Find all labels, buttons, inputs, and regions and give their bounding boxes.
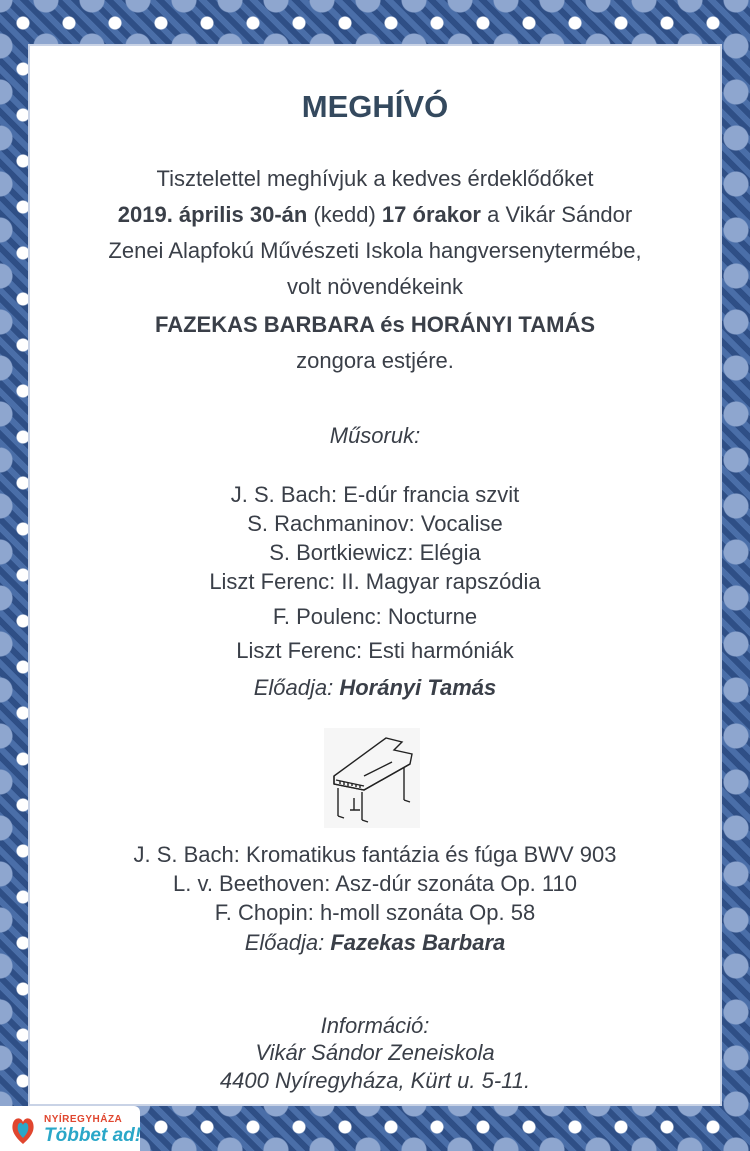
date-line [0, 200, 750, 230]
program-item: L. v. Beethoven: Asz-dúr szonáta Op. 110 [173, 871, 577, 896]
info-label: Információ: [320, 1013, 430, 1038]
piano-illustration [324, 728, 420, 828]
program-item: Liszt Ferenc: II. Magyar rapszódia [209, 569, 541, 594]
place-line: Zenei Alapfokú Művészeti Iskola hangversenytermébe, [108, 238, 642, 263]
info-address: 4400 Nyíregyháza, Kürt u. 5-11. [219, 1068, 531, 1093]
program-item: F. Chopin: h-moll szonáta Op. 58 [214, 900, 536, 925]
intro-line: Tisztelettel meghívjuk a kedves érdeklődőket [156, 166, 594, 191]
info-school: Vikár Sándor Zeneiskola [255, 1040, 495, 1065]
performer-label: Előadja: [244, 930, 331, 955]
city-logo [0, 1106, 140, 1151]
performer-name: Horányi Tamás [339, 675, 497, 700]
logo-city-name: NYÍREGYHÁZA [44, 1114, 123, 1125]
program-item: Liszt Ferenc: Esti harmóniák [236, 638, 514, 663]
program-item: J. S. Bach: Kromatikus fantázia és fúga BWV 903 [133, 842, 617, 867]
piano-icon [324, 728, 420, 828]
event-place: a Vikár Sándor [480, 202, 633, 227]
program-item: S. Bortkiewicz: Elégia [269, 540, 481, 565]
performer-line-1 [0, 673, 750, 703]
event-date: 2019. április 30-án [117, 202, 308, 227]
event-time: 17 órakor [381, 202, 481, 227]
performers-line: FAZEKAS BARBARA és HORÁNYI TAMÁS [154, 312, 596, 337]
heart-logo-icon [10, 1112, 36, 1146]
performer-line-2 [0, 928, 750, 958]
page-title: MEGHÍVÓ [301, 89, 449, 124]
logo-slogan: Többet ad! [44, 1125, 142, 1146]
performer-label: Előadja: [253, 675, 340, 700]
students-line: volt növendékeink [286, 274, 464, 299]
program-item: F. Poulenc: Nocturne [272, 604, 478, 629]
event-day: (kedd) [307, 202, 382, 227]
event-line: zongora estjére. [296, 348, 454, 373]
program-item: J. S. Bach: E-dúr francia szvit [230, 482, 520, 507]
program-heading: Műsoruk: [329, 423, 421, 448]
performer-name: Fazekas Barbara [330, 930, 506, 955]
program-item: S. Rachmaninov: Vocalise [247, 511, 503, 536]
